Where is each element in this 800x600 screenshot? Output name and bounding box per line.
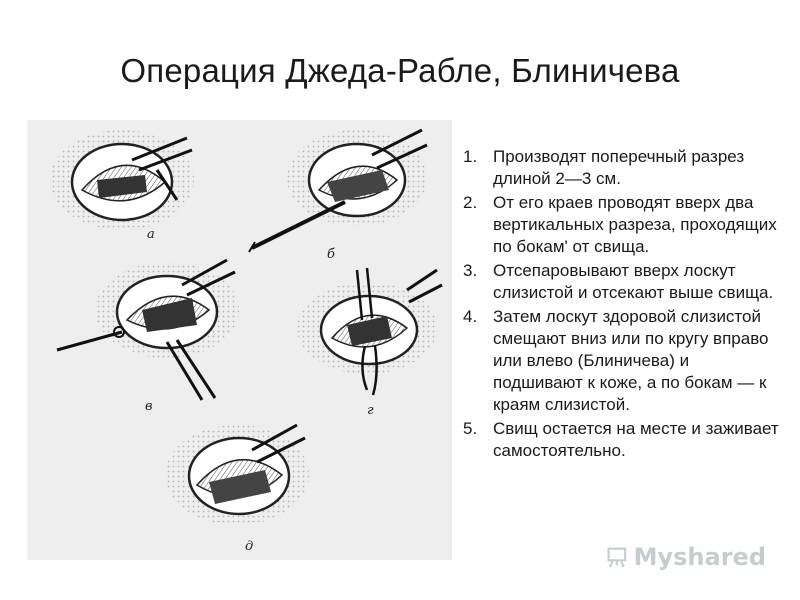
surgery-drawing: [27, 120, 452, 560]
step-item: [463, 418, 783, 462]
step-item: [463, 260, 783, 304]
panel-d-letter: д: [245, 539, 254, 554]
steps-list: [463, 146, 783, 464]
panel-g-letter: г: [367, 403, 374, 418]
panel-b-letter: б: [327, 247, 335, 262]
watermark: [606, 540, 766, 574]
step-number: 5.: [463, 419, 478, 438]
watermark-text: Myshared: [633, 543, 766, 571]
panel-g-drawing: [297, 268, 442, 418]
step-item: [463, 192, 783, 258]
panel-a-letter: а: [147, 227, 155, 242]
step-text: Свищ остается на месте и заживает самостоятельно.: [493, 419, 779, 460]
slide-title: Операция Джеда-Рабле, Блиничева: [120, 52, 680, 89]
panel-a-drawing: [50, 130, 194, 242]
panel-v-letter: в: [145, 399, 153, 414]
panel-v-drawing: [57, 260, 239, 414]
step-number: 1.: [463, 147, 478, 166]
presentation-board-icon: [606, 544, 628, 570]
step-item: [463, 306, 783, 416]
surgery-illustration: [27, 120, 452, 560]
step-text: Отсепаровывают вверх лоскут слизистой и отсекают выше свища.: [493, 261, 774, 302]
step-number: 2.: [463, 193, 478, 212]
panel-d-drawing: [165, 425, 309, 554]
step-text: От его краев проводят вверх два вертикальных разреза, проходящих по бокам' от свища.: [493, 193, 777, 256]
step-text: Затем лоскут здоровой слизистой смещают вниз или по кругу вправо или влево (Блиничева) и подшивают к коже, а по бокам — к краям слизистой.: [493, 307, 769, 414]
step-number: 3.: [463, 261, 478, 280]
panel-b-drawing: [249, 130, 427, 262]
step-item: [463, 146, 783, 190]
step-text: Производят поперечный разрез длиной 2—3 см.: [493, 147, 745, 188]
step-number: 4.: [463, 307, 478, 326]
